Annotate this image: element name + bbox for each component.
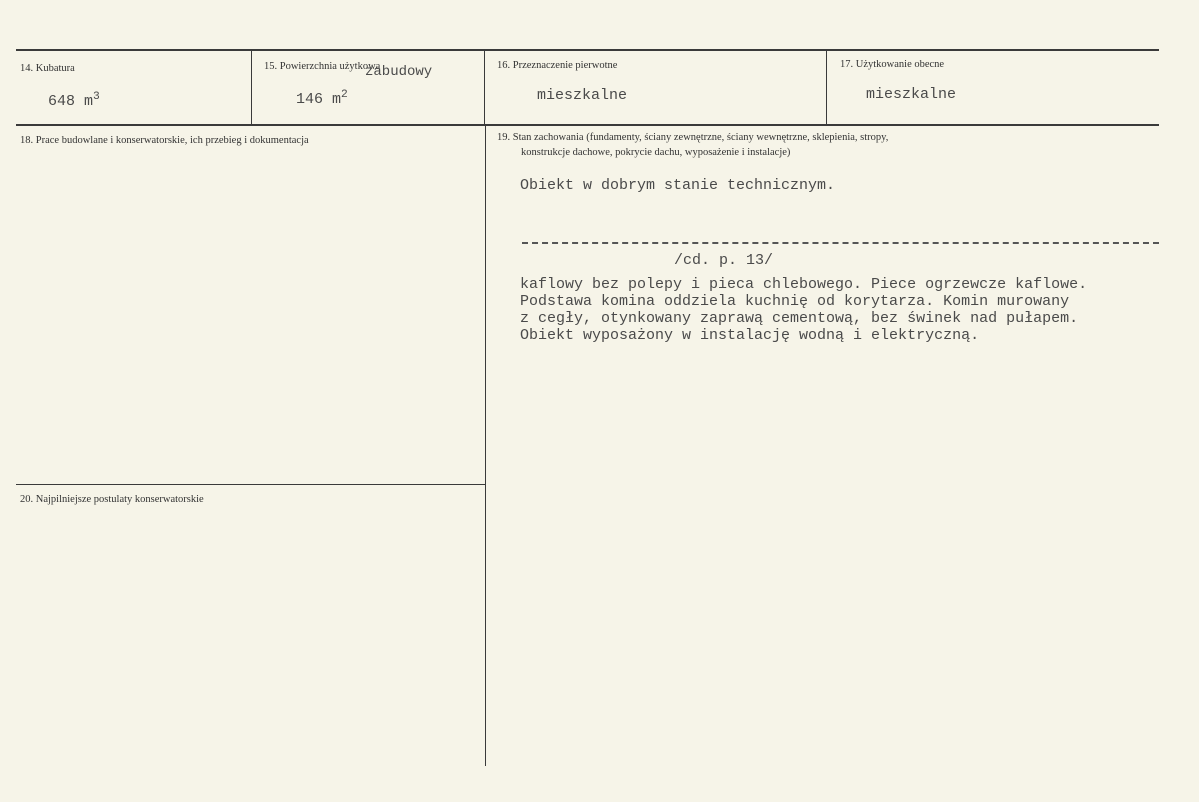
section-rule — [16, 124, 1159, 126]
field-16-label: 16. Przeznaczenie pierwotne — [497, 60, 618, 71]
field-16-value: mieszkalne — [537, 87, 628, 104]
field-18-label: 18. Prace budowlane i konserwatorskie, ich przebieg i dokumentacja — [20, 135, 309, 146]
divider-16-17 — [826, 51, 827, 124]
dashed-separator — [522, 242, 1159, 244]
field-17-value: mieszkalne — [866, 86, 957, 103]
rule-field-20 — [16, 484, 485, 485]
field-19-label-line1: 19. Stan zachowania (fundamenty, ściany zewnętrzne, ściany wewnętrzne, sklepienia, stropy, — [497, 132, 889, 143]
field-19-value: Obiekt w dobrym stanie technicznym. — [520, 177, 836, 194]
field-20-label: 20. Najpilniejsze postulaty konserwatorskie — [20, 494, 204, 505]
continuation-line: Obiekt wyposażony w instalację wodną i elektryczną. — [520, 327, 980, 344]
continuation-line: kaflowy bez polepy i pieca chlebowego. Piece ogrzewcze kaflowe. — [520, 276, 1088, 293]
field-15-overtype: zabudowy — [365, 64, 433, 80]
field-19-label-line2: konstrukcje dachowe, pokrycie dachu, wyposażenie i instalacje) — [521, 147, 791, 158]
continuation-text — [520, 276, 1087, 344]
top-rule — [16, 49, 1159, 51]
divider-15-16 — [484, 51, 485, 124]
field-15-label: 15. Powierzchnia użytkowa — [264, 61, 381, 72]
field-17-label: 17. Użytkowanie obecne — [840, 59, 945, 70]
divider-14-15 — [251, 51, 252, 124]
field-14-label: 14. Kubatura — [20, 63, 75, 74]
field-15-value: 146 $m^2$ — [296, 89, 348, 108]
continuation-line: Podstawa komina oddziela kuchnię od korytarza. Komin murowany — [520, 293, 1070, 310]
continuation-note: /cd. p. 13/ — [674, 252, 774, 269]
field-14-value: 648 $m^3$ — [48, 91, 100, 110]
continuation-line: z cegły, otynkowany zaprawą cementową, bez świnek nad pułapem. — [520, 310, 1079, 327]
divider-main — [485, 126, 486, 766]
